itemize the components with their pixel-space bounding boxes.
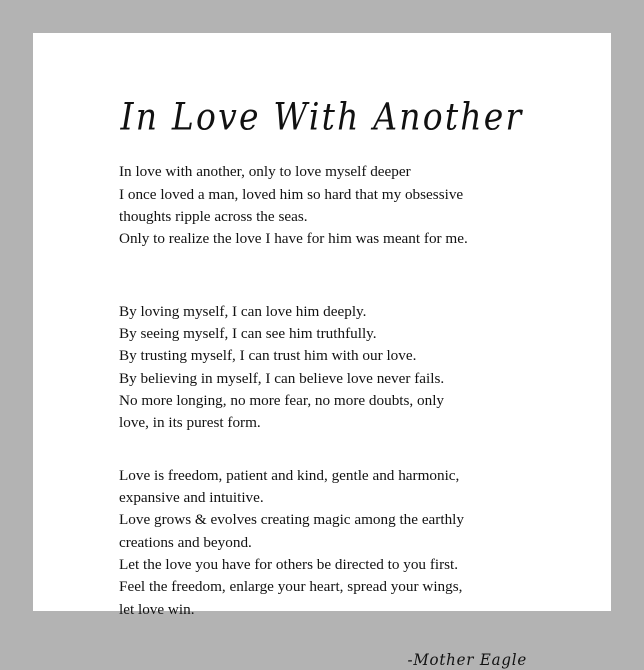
poem-line: creations and beyond. bbox=[119, 533, 252, 551]
poem-line: I once loved a man, loved him so hard that my obsessive bbox=[119, 185, 464, 203]
poem-line: By loving myself, I can love him deeply. bbox=[119, 302, 367, 320]
poem-line: By seeing myself, I can see him truthfully. bbox=[119, 325, 377, 343]
poem-stanza bbox=[119, 161, 551, 250]
poem-line: Let the love you have for others be directed to you first. bbox=[119, 556, 459, 574]
poster-card bbox=[33, 33, 611, 670]
poem-line: Love is freedom, patient and kind, gentle and harmonic, bbox=[119, 466, 460, 484]
poem-line: By believing in myself, I can believe love never fails. bbox=[119, 369, 445, 387]
poem-line: No more longing, no more fear, no more doubts, only bbox=[119, 392, 445, 410]
poem-line: thoughts ripple across the seas. bbox=[119, 207, 308, 225]
poem-stanza bbox=[119, 301, 551, 435]
poem-stanza bbox=[119, 465, 551, 621]
poem-line: love, in its purest form. bbox=[119, 414, 261, 432]
author-signature: -Mother Eagle bbox=[407, 650, 527, 670]
poem-line: Love grows & evolves creating magic among the earthly bbox=[119, 511, 464, 529]
poem-line: expansive and intuitive. bbox=[119, 489, 264, 507]
poem-line: let love win. bbox=[119, 600, 195, 618]
poem-line: In love with another, only to love myself deeper bbox=[119, 163, 411, 181]
poem-body bbox=[73, 161, 571, 669]
page-title: In Love With Another bbox=[120, 94, 524, 139]
poem-line: Only to realize the love I have for him was meant for me. bbox=[119, 230, 468, 248]
poem-line: Feel the freedom, enlarge your heart, spread your wings, bbox=[119, 578, 463, 596]
poem-line: By trusting myself, I can trust him with our love. bbox=[119, 347, 417, 365]
